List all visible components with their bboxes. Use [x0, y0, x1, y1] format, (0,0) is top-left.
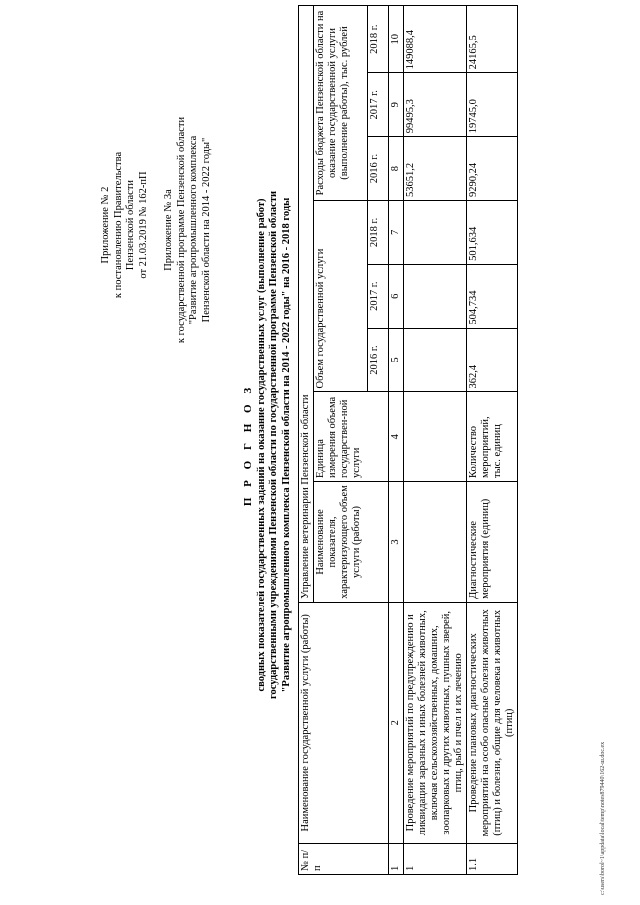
- header-row: [299, 6, 314, 875]
- row-volume-2018: [404, 201, 467, 265]
- col-number-row: [389, 6, 404, 875]
- row-unit: [404, 392, 467, 482]
- year-cell: 2017 г.: [368, 73, 389, 137]
- col-number: 9: [389, 73, 404, 137]
- appendix-line: к государственной программе Пензенской области: [175, 116, 187, 344]
- col-number: 2: [389, 602, 404, 843]
- col-number: 6: [389, 264, 404, 328]
- header-num: № п/п: [299, 843, 389, 874]
- row-expense-2016: 53651,2: [404, 137, 467, 201]
- year-cell: 2016 г.: [368, 328, 389, 392]
- row-num: 1: [404, 843, 467, 874]
- table-row: [404, 6, 467, 875]
- row-volume-2018: 501,634: [467, 201, 518, 265]
- col-number: 8: [389, 137, 404, 201]
- forecast-table: [298, 5, 518, 875]
- row-volume-2017: [404, 264, 467, 328]
- appendix-line: от 21.03.2019 № 162-пП: [137, 171, 149, 279]
- appendix-line: "Развитие агропромышленного комплекса: [188, 135, 199, 325]
- row-volume-2016: 362,4: [467, 328, 518, 392]
- header-indicator: Наименование показателя, характеризующего объем услуги (работы): [314, 482, 389, 603]
- header-expenses: Расходы бюджета Пензенской области на оказание государственной услуги (выполнение работы), тыс. рублей: [314, 6, 368, 201]
- header-service-name: Наименование государственной услуги (работы): [299, 602, 389, 843]
- row-expense-2016: 9290,24: [467, 137, 518, 201]
- row-expense-2017: 99495,3: [404, 73, 467, 137]
- col-number: 1: [389, 843, 404, 874]
- appendix-line: к постановлению Правительства: [112, 151, 124, 299]
- appendix-line: Пензенской области: [125, 179, 136, 271]
- table-row: [467, 6, 518, 875]
- section-title: Управление ветеринарии Пензенской области: [299, 6, 314, 603]
- year-cell: 2018 г.: [368, 201, 389, 265]
- row-expense-2018: 149088,4: [404, 6, 467, 73]
- col-number: 10: [389, 6, 404, 73]
- row-indicator: Диагностические мероприятия (единиц): [467, 482, 518, 603]
- row-volume-2017: 504,734: [467, 264, 518, 328]
- year-cell: 2017 г.: [368, 264, 389, 328]
- col-number: 4: [389, 392, 404, 482]
- appendix-line: Пензенской области на 2014 - 2022 годы": [200, 137, 212, 323]
- row-expense-2017: 19745,0: [467, 73, 518, 137]
- title-line: "Развитие агропромышленного комплекса Пензенской области на 2014 - 2022 годы" на 2016 - 2018 годы: [280, 197, 292, 693]
- title-heading: П Р О Г Н О З: [242, 383, 254, 507]
- header-volume: Объем государственной услуги: [314, 201, 368, 392]
- title-line: государственными учреждениями Пензенской области по государственной программе Пензенской области: [268, 190, 280, 700]
- row-expense-2018: 24165,5: [467, 6, 518, 73]
- appendix-line: Приложение № 2: [100, 186, 111, 264]
- appendix-program-block: [163, 70, 213, 390]
- row-service: Проведение плановых диагностических мероприятий на особо опасные болезни животных (птиц) и болезни, общие для человека и животных (птиц): [467, 602, 518, 843]
- col-number: 5: [389, 328, 404, 392]
- appendix-block: [100, 75, 150, 375]
- row-num: 1.1: [467, 843, 518, 874]
- year-cell: 2018 г.: [368, 6, 389, 73]
- title-line: сводных показателей государственных заданий на оказание государственных услуг (выполнение работ): [256, 198, 268, 692]
- year-cell: 2016 г.: [368, 137, 389, 201]
- row-indicator: [404, 482, 467, 603]
- document-title: [242, 25, 293, 865]
- row-service: Проведение мероприятий по предупреждению и ликвидации заразных и иных болезней животных, включая сельскохозяйственных, домашних, зоопарковых и других животных, пушных зверей, птиц, рыб и пчел и их лечению: [404, 602, 467, 843]
- col-number: 3: [389, 482, 404, 603]
- col-number: 7: [389, 201, 404, 265]
- row-unit: Количество мероприятий, тыс. единиц: [467, 392, 518, 482]
- footer-file-path: c:\users\borol~1\appdata\local\temp\notes879440\162-ш.doc.ex: [600, 741, 606, 895]
- appendix-line: Приложение № 3а: [163, 189, 174, 271]
- row-volume-2016: [404, 328, 467, 392]
- header-unit: Единица измерения объема государствен-ной услуги: [314, 392, 389, 482]
